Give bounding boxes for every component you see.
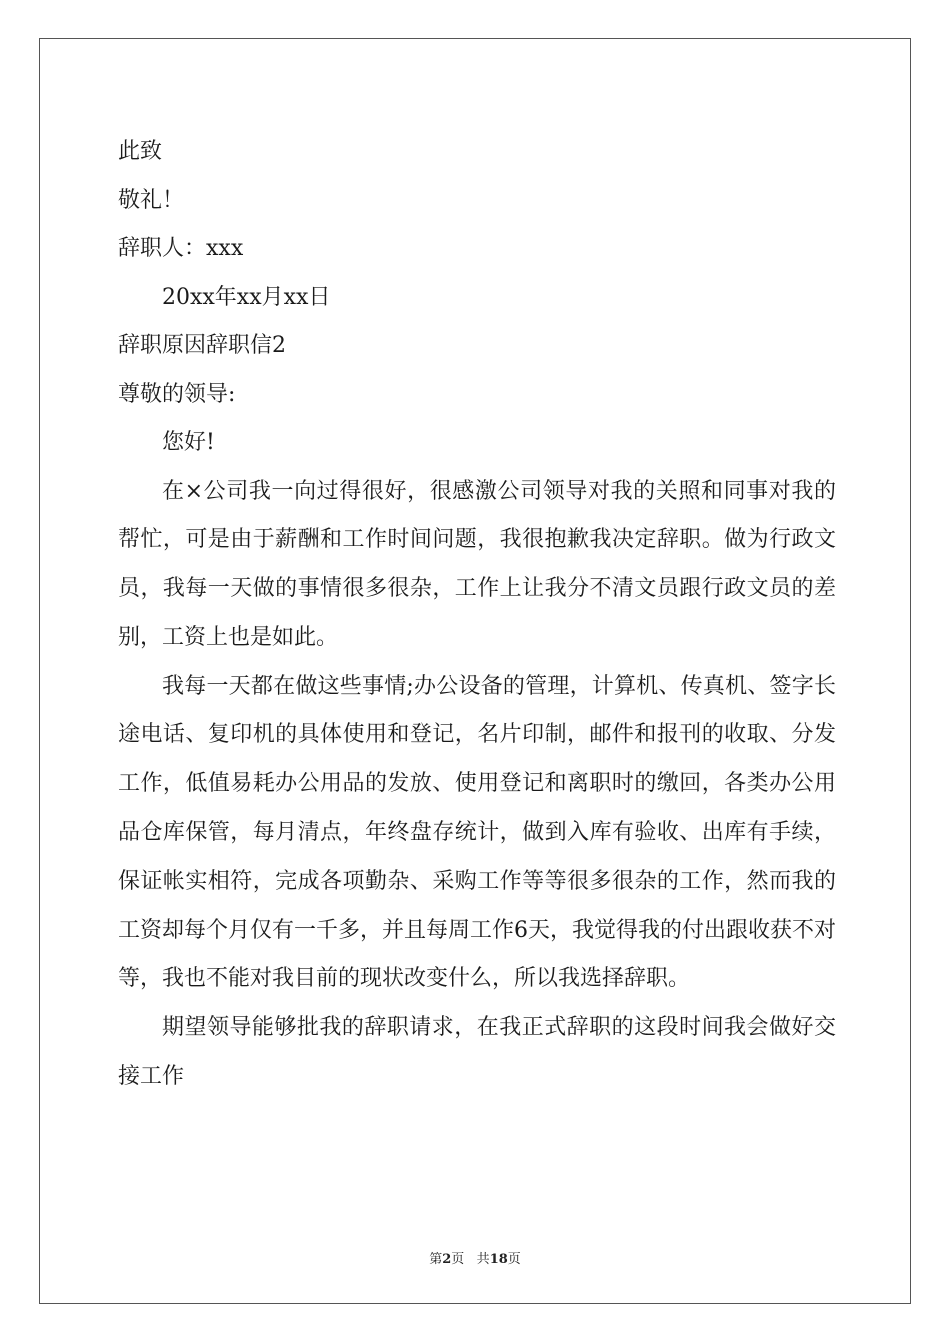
- letter-title: 辞职原因辞职信2: [118, 333, 286, 358]
- greeting: 您好!: [162, 430, 215, 455]
- total-prefix: 共: [476, 1252, 490, 1267]
- paragraph-2: 我每一天都在做这些事情;办公设备的管理，计算机、传真机、签字长途电话、复印机的具体使用和登记，名片印制，邮件和报刊的收取、分发工作，低值易耗办公用品的发放、使用登记和离职时的缴回，各类办公用品仓库保管，每月清点，年终盘存统计，做到入库有验收、出库有手续，保证帐实相符，完成各项勤杂、采购工作等等很多很杂的工作，然而我的工资却每个月仅有一千多，并且每周工作6天，我觉得我的付出跟收获不对等，我也不能对我目前的现状改变什么，所以我选择辞职。: [118, 673, 836, 992]
- closing-line-2: 敬礼！: [118, 187, 185, 213]
- page-footer: [0, 1248, 950, 1267]
- total-unit: 页: [507, 1252, 521, 1267]
- letter-body: [118, 128, 836, 1102]
- signer-line: 辞职人：xxx: [118, 236, 244, 261]
- paragraph-1: 在×公司我一向过得很好，很感激公司领导对我的关照和同事对我的帮忙，可是由于薪酬和工作时间问题，我很抱歉我决定辞职。做为行政文员，我每一天做的事情很多很杂，工作上让我分不清文员跟行政文员的差别，工资上也是如此。: [118, 478, 836, 650]
- date-line: 20xx年xx月xx日: [162, 284, 331, 310]
- page-total: 18: [489, 1252, 508, 1267]
- paragraph-3: 期望领导能够批我的辞职请求，在我正式辞职的这段时间我会做好交接工作: [118, 1015, 836, 1090]
- closing-line-1: 此致: [118, 139, 163, 164]
- page-unit: 页: [451, 1252, 465, 1267]
- salutation: 尊敬的领导:: [118, 381, 236, 407]
- page-prefix: 第: [429, 1252, 443, 1267]
- page-current: 2: [442, 1252, 452, 1267]
